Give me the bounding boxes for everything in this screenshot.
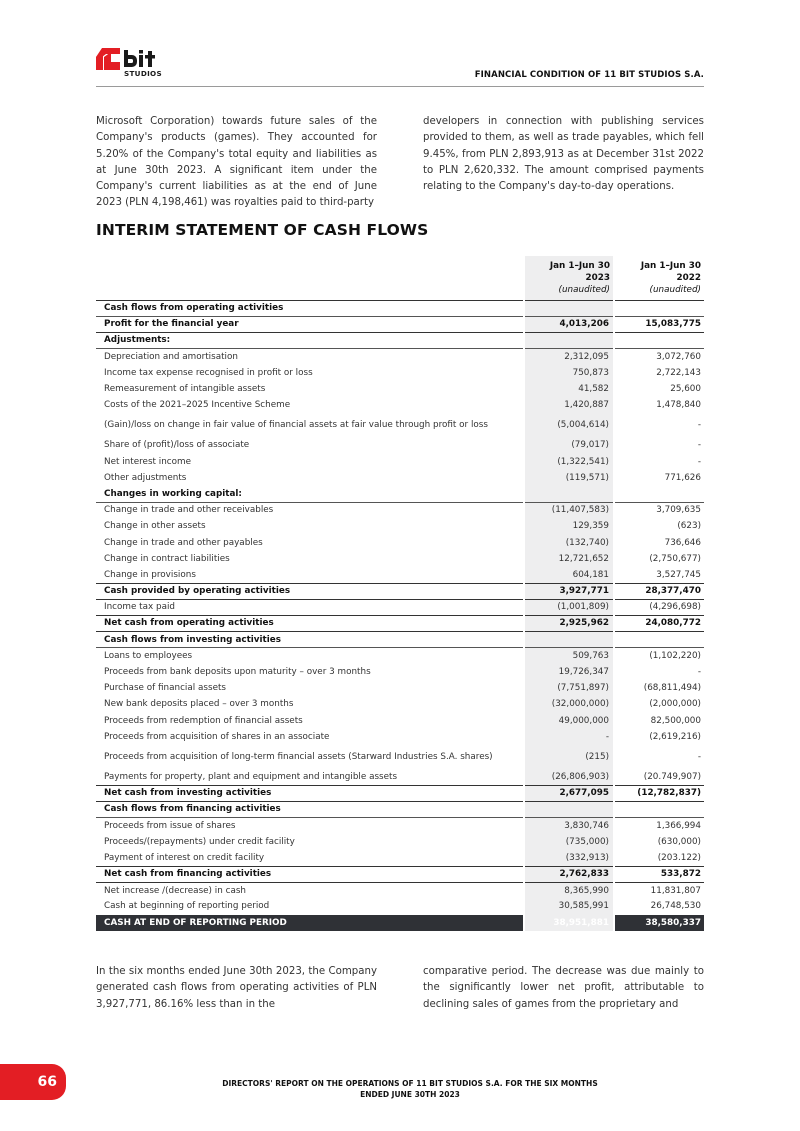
value-2022: -: [697, 751, 701, 762]
intro-text: [96, 114, 704, 212]
row-label: Change in provisions: [104, 569, 196, 580]
row-label: CASH AT END OF REPORTING PERIOD: [96, 915, 524, 931]
header-label-cell: [96, 256, 524, 300]
value-2022: 26,748,530: [650, 901, 701, 912]
table-row: [96, 729, 704, 745]
table-row: [96, 769, 704, 785]
value-2022: 38,580,337: [614, 915, 704, 931]
value-2022: 736,646: [664, 537, 701, 548]
value-2023: 3,830,746: [524, 817, 614, 833]
table-row: [96, 381, 704, 397]
value-2023: (215): [524, 745, 614, 769]
value-2023: [524, 332, 614, 348]
table-row: [96, 785, 704, 801]
header-2023-period: Jan 1–Jun 30: [549, 260, 610, 271]
page-number: 66: [0, 1064, 66, 1100]
table-row: [96, 518, 704, 534]
row-label: (Gain)/loss on change in fair value of financial assets at fair value through profit or loss: [104, 420, 488, 431]
row-label: Proceeds/(repayments) under credit facility: [104, 836, 295, 847]
table-row: [96, 615, 704, 631]
table-row: [96, 648, 704, 664]
table-row: [96, 470, 704, 486]
value-2023: (735,000): [524, 834, 614, 850]
table-row: [96, 316, 704, 332]
row-label: Share of (profit)/loss of associate: [104, 440, 250, 451]
row-label: Net cash from operating activities: [104, 618, 274, 629]
value-2023: 49,000,000: [524, 713, 614, 729]
value-2023: (1,322,541): [524, 454, 614, 470]
value-2023: 38,951,881: [524, 915, 614, 931]
value-2022: 2,722,143: [656, 367, 701, 378]
value-2023: 1,420,887: [524, 397, 614, 413]
row-label: Net cash from financing activities: [104, 869, 272, 880]
value-2022: (630,000): [657, 836, 701, 847]
value-2023: 509,763: [524, 648, 614, 664]
value-2022: -: [697, 440, 701, 451]
value-2022: (623): [677, 521, 701, 532]
value-2022: (2,000,000): [649, 699, 701, 710]
value-2023: (26,806,903): [524, 769, 614, 785]
row-label: Adjustments:: [104, 335, 171, 346]
table-row: [96, 817, 704, 833]
value-2022: [614, 632, 704, 648]
value-2022: 3,072,760: [656, 351, 701, 362]
section-title: INTERIM STATEMENT OF CASH FLOWS: [96, 221, 429, 239]
value-2023: 129,359: [524, 518, 614, 534]
table-row: [96, 696, 704, 712]
header-2023: [524, 256, 614, 300]
header-2022-year: 2022: [676, 272, 701, 283]
outro-text: [96, 964, 704, 1013]
row-label: Cash at beginning of reporting period: [104, 901, 270, 912]
table-row: [96, 551, 704, 567]
table-row: [96, 567, 704, 583]
table-row: [96, 534, 704, 550]
value-2022: (2,750,677): [649, 553, 701, 564]
row-label: Proceeds from redemption of financial assets: [104, 715, 303, 726]
value-2023: 750,873: [524, 365, 614, 381]
value-2022: (68,811,494): [643, 683, 701, 694]
row-label: Change in trade and other receivables: [104, 505, 274, 516]
table-row: [96, 882, 704, 898]
table-row: [96, 745, 704, 769]
outro-right-column: comparative period. The decrease was due mainly to the significantly lower net profit, attributable to declining sales of games from the proprietary and: [423, 966, 704, 1010]
header-2023-status: (unaudited): [558, 284, 610, 295]
value-2023: 8,365,990: [524, 882, 614, 898]
value-2022: (2,619,216): [649, 731, 701, 742]
value-2023: [524, 486, 614, 502]
header-2022-status: (unaudited): [649, 284, 701, 295]
row-label: Profit for the financial year: [104, 319, 239, 330]
value-2022: 1,478,840: [656, 400, 701, 411]
row-label: Other adjustments: [104, 472, 187, 483]
table-row: [96, 437, 704, 453]
table-row: [96, 915, 704, 931]
row-label: Change in contract liabilities: [104, 553, 230, 564]
value-2023: 604,181: [524, 567, 614, 583]
value-2022: (1,102,220): [649, 651, 701, 662]
value-2022: 24,080,772: [645, 618, 701, 629]
value-2023: [524, 632, 614, 648]
table-row: [96, 664, 704, 680]
value-2022: (20.749,907): [643, 771, 701, 782]
value-2022: 11,831,807: [650, 885, 701, 896]
outro-left-column: In the six months ended June 30th 2023, the Company generated cash flows from operating activities of PLN 3,927,771, 86.16% less than in the: [96, 966, 377, 1010]
company-logo: [96, 44, 176, 80]
row-label: Cash provided by operating activities: [104, 586, 291, 597]
row-label: Depreciation and amortisation: [104, 351, 238, 362]
row-label: Payments for property, plant and equipment and intangible assets: [104, 771, 398, 782]
row-label: Remeasurement of intangible assets: [104, 384, 266, 395]
table-row: [96, 583, 704, 599]
intro-right-column: developers in connection with publishing services provided to them, as well as trade payables, which fell 9.45%, from PLN 2,893,913 as at December 31st 2022 to PLN 2,620,332. The amount comprised payments relating to the Company's day-to-day operations.: [423, 116, 704, 193]
value-2022: [614, 801, 704, 817]
table-row: [96, 632, 704, 648]
value-2022: 1,366,994: [656, 820, 701, 831]
header-title: FINANCIAL CONDITION OF 11 BIT STUDIOS S.A.: [474, 70, 704, 80]
value-2023: 19,726,347: [524, 664, 614, 680]
header-2023-year: 2023: [585, 272, 610, 283]
row-label: Proceeds from issue of shares: [104, 820, 236, 831]
table-row: [96, 349, 704, 365]
table-row: [96, 332, 704, 348]
row-label: Purchase of financial assets: [104, 683, 227, 694]
value-2023: 4,013,206: [524, 316, 614, 332]
table-header-row: [96, 256, 704, 300]
row-label: Proceeds from acquisition of long-term financial assets (Starward Industries S.A. shares): [104, 751, 493, 762]
value-2023: 30,585,991: [524, 898, 614, 914]
row-label: Change in trade and other payables: [104, 537, 263, 548]
value-2022: 3,709,635: [656, 505, 701, 516]
value-2022: -: [697, 420, 701, 431]
value-2022: 25,600: [670, 384, 701, 395]
value-2023: 2,312,095: [524, 349, 614, 365]
header-2022-period: Jan 1–Jun 30: [640, 260, 701, 271]
value-2023: 2,925,962: [524, 615, 614, 631]
row-label: Loans to employees: [104, 651, 193, 662]
row-label: Proceeds from bank deposits upon maturity – over 3 months: [104, 667, 371, 678]
header-divider: [96, 86, 704, 87]
value-2022: 28,377,470: [645, 586, 701, 597]
table-row: [96, 300, 704, 316]
table-row: [96, 801, 704, 817]
table-row: [96, 834, 704, 850]
value-2022: 533,872: [660, 869, 701, 880]
row-label: New bank deposits placed – over 3 months: [104, 699, 294, 710]
table-row: [96, 454, 704, 470]
row-label: Cash flows from investing activities: [104, 634, 281, 645]
value-2023: 12,721,652: [524, 551, 614, 567]
value-2022: [614, 300, 704, 316]
row-label: Changes in working capital:: [104, 488, 242, 499]
value-2023: (119,571): [524, 470, 614, 486]
value-2023: (1,001,809): [524, 599, 614, 615]
value-2022: 82,500,000: [650, 715, 701, 726]
row-label: Costs of the 2021–2025 Incentive Scheme: [104, 400, 291, 411]
value-2023: (5,004,614): [524, 413, 614, 437]
value-2022: -: [697, 667, 701, 678]
table-row: [96, 850, 704, 866]
footer-text: DIRECTORS' REPORT ON THE OPERATIONS OF 11 BIT STUDIOS S.A. FOR THE SIX MONTHS ENDED JUNE 30TH 2023: [222, 1079, 598, 1099]
cash-flow-table: [96, 256, 704, 931]
value-2022: 15,083,775: [645, 319, 701, 330]
row-label: Payment of interest on credit facility: [104, 852, 265, 863]
table-row: [96, 486, 704, 502]
table-row: [96, 502, 704, 518]
row-label: Income tax expense recognised in profit or loss: [104, 367, 313, 378]
intro-left-column: Microsoft Corporation) towards future sales of the Company's products (games). They accounted for 5.20% of the Company's total equity and liabilities as at June 30th 2023. A significant item under the Company's current liabilities as at the end of June 2023 (PLN 4,198,461) was royalties paid to third-party: [96, 116, 377, 209]
table-row: [96, 898, 704, 914]
value-2023: (332,913): [524, 850, 614, 866]
row-label: Proceeds from acquisition of shares in an associate: [104, 731, 330, 742]
value-2022: [614, 332, 704, 348]
value-2022: 3,527,745: [656, 569, 701, 580]
row-label: Net cash from investing activities: [104, 788, 272, 799]
table-row: [96, 599, 704, 615]
cash-flow-rows: [96, 300, 704, 931]
value-2022: 771,626: [664, 472, 701, 483]
value-2023: 2,677,095: [524, 785, 614, 801]
row-label: Net increase /(decrease) in cash: [104, 885, 246, 896]
header-2022: [614, 256, 704, 300]
table-row: [96, 866, 704, 882]
value-2022: -: [697, 456, 701, 467]
value-2023: [524, 300, 614, 316]
value-2022: (4,296,698): [649, 602, 701, 613]
value-2023: (132,740): [524, 534, 614, 550]
row-label: Cash flows from operating activities: [104, 303, 284, 314]
value-2023: [524, 801, 614, 817]
table-row: [96, 365, 704, 381]
table-row: [96, 413, 704, 437]
value-2023: 41,582: [524, 381, 614, 397]
row-label: Cash flows from financing activities: [104, 804, 281, 815]
table-row: [96, 713, 704, 729]
row-label: Change in other assets: [104, 521, 206, 532]
value-2022: (203.122): [657, 852, 701, 863]
value-2023: 2,762,833: [524, 866, 614, 882]
value-2023: -: [524, 729, 614, 745]
table-row: [96, 680, 704, 696]
row-label: Income tax paid: [104, 602, 176, 613]
svg-text:STUDIOS: STUDIOS: [124, 69, 162, 78]
value-2023: (11,407,583): [524, 502, 614, 518]
value-2023: (7,751,897): [524, 680, 614, 696]
value-2023: (79,017): [524, 437, 614, 453]
table-row: [96, 397, 704, 413]
value-2022: [614, 486, 704, 502]
value-2022: (12,782,837): [637, 788, 701, 799]
value-2023: 3,927,771: [524, 583, 614, 599]
row-label: Net interest income: [104, 456, 192, 467]
value-2023: (32,000,000): [524, 696, 614, 712]
